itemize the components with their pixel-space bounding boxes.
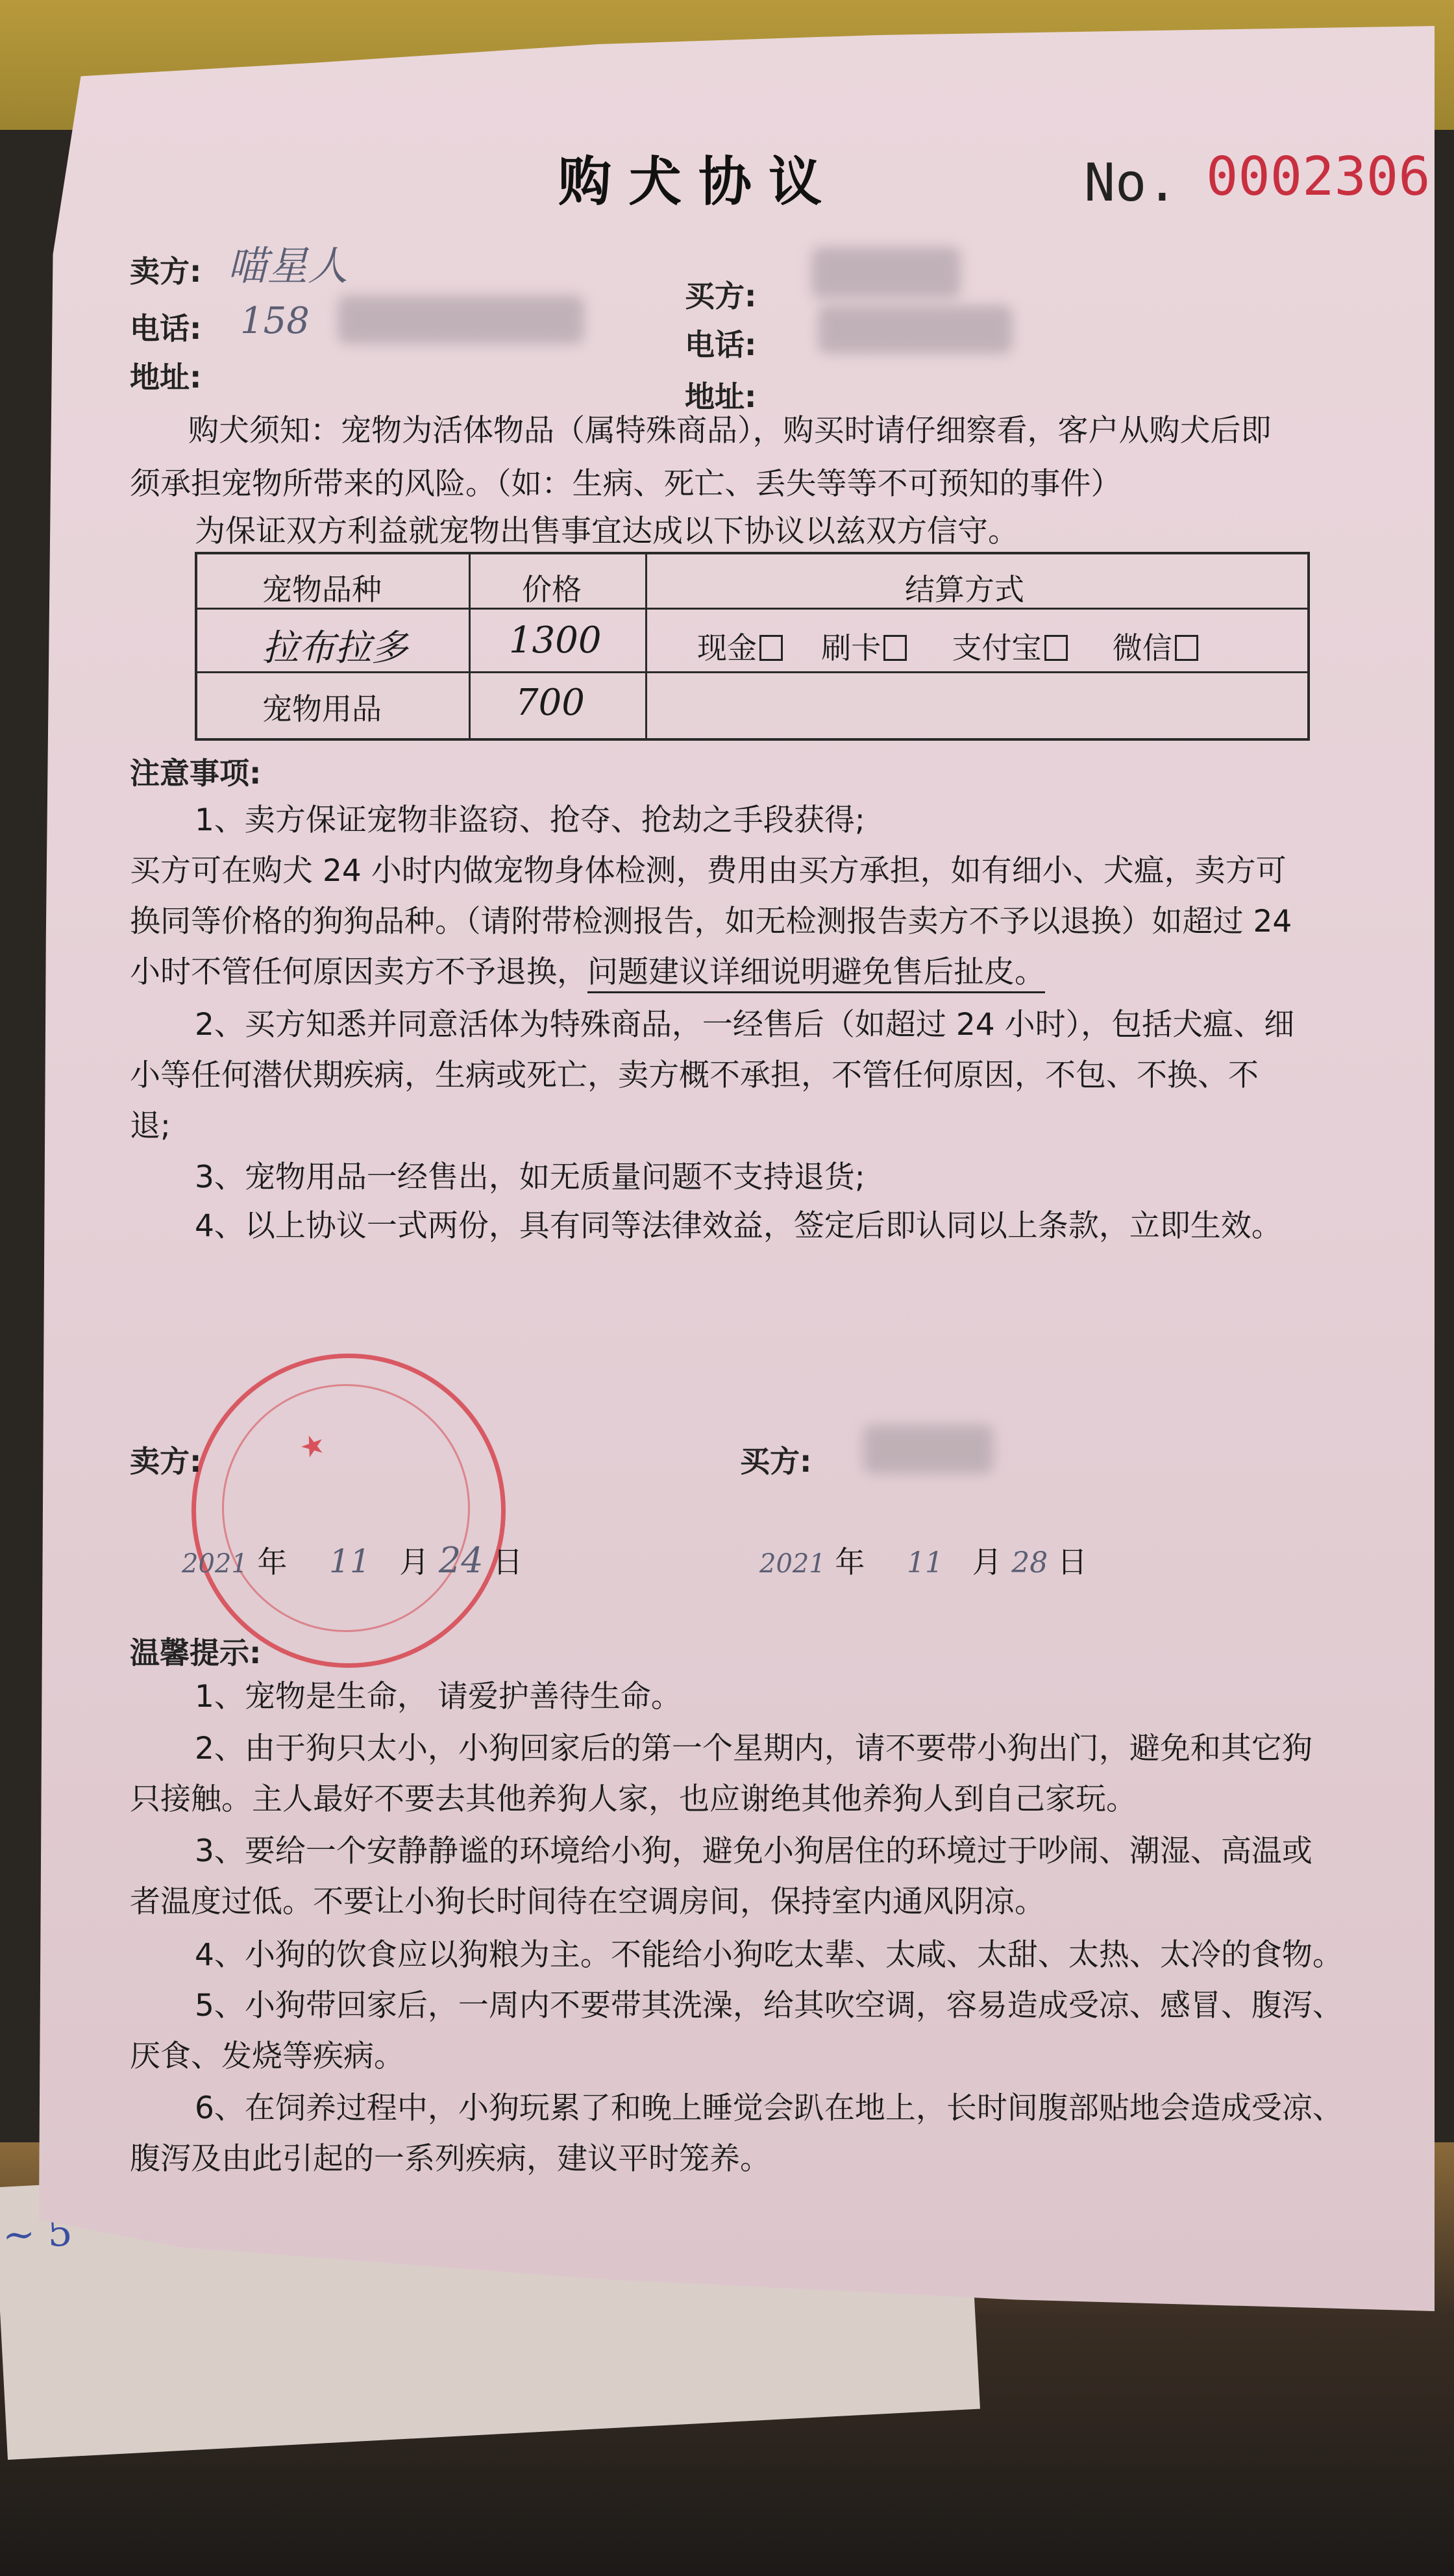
company-seal: ★ xyxy=(191,1354,506,1668)
price-value: 1300 xyxy=(509,619,602,662)
seller-phone: 158 xyxy=(240,300,310,342)
sign-buyer-label: 买方: xyxy=(740,1444,812,1479)
seller-label: 卖方: xyxy=(130,254,202,289)
wechat-checkbox[interactable] xyxy=(1175,635,1198,661)
seller-date-month: 11 xyxy=(329,1542,371,1580)
buyer-day-label: 日 xyxy=(1057,1544,1087,1579)
buyer-year-label: 年 xyxy=(835,1544,865,1579)
payment-alipay: 支付宝 xyxy=(952,630,1042,665)
note-2 xyxy=(195,1007,1295,1043)
buyer-month-label: 月 xyxy=(972,1544,1002,1579)
note-1-detail-c-text: 小时不管任何原因卖方不予退换， xyxy=(130,954,587,990)
seller-date-day: 24 xyxy=(438,1540,484,1581)
seller-address-label: 地址: xyxy=(130,360,202,395)
serial-number: 0002306 xyxy=(1206,146,1431,208)
tip-3: 3、要给一个安静静谧的环境给小狗，避免小狗居住的环境过于吵闹、潮湿、高温或 xyxy=(195,1833,1312,1869)
serial-label: No. xyxy=(1084,153,1178,213)
note-3: 3、宠物用品一经售出，如无质量问题不支持退货; xyxy=(195,1159,865,1195)
supplies-label: 宠物用品 xyxy=(262,691,382,726)
redacted-buyer-phone-blur xyxy=(818,305,1013,354)
note-4: 4、以上协议一式两份，具有同等法律效益，签定后即认同以上条款，立即生效。 xyxy=(195,1208,1282,1244)
seller-year-label: 年 xyxy=(257,1544,288,1579)
seller-month-label: 月 xyxy=(399,1544,430,1579)
buyer-date-year: 2021 xyxy=(759,1549,826,1579)
payment-cash: 现金 xyxy=(697,630,757,665)
tip-2-cont: 只接触。主人最好不要去其他养狗人家，也应谢绝其他养狗人到自己家玩。 xyxy=(130,1781,1137,1817)
tip-6-cont: 腹泻及由此引起的一系列疾病，建议平时笼养。 xyxy=(130,2141,770,2177)
note-2-num: 2、 xyxy=(195,1007,245,1043)
tips-title: 温馨提示: xyxy=(130,1635,262,1670)
payment-wechat: 微信 xyxy=(1112,630,1172,665)
buyer-date-month: 11 xyxy=(907,1546,944,1579)
note-1-detail-c xyxy=(130,954,1045,990)
notice-line-2: 须承担宠物所带来的风险。（如：生病、死亡、丢失等等不可预知的事件） xyxy=(130,466,1122,502)
breed-value: 拉布拉多 xyxy=(262,627,408,669)
note-2-detail-a: 小等任何潜伏期疾病，生病或死亡，卖方概不承担，不管任何原因，不包、不换、不 xyxy=(130,1058,1259,1093)
buyer-label: 买方: xyxy=(685,279,757,314)
buyer-date-day: 28 xyxy=(1011,1546,1048,1579)
buyer-address-label: 地址: xyxy=(685,379,757,414)
note-1-detail-b: 换同等价格的狗狗品种。（请附带检测报告，如无检测报告卖方不予以退换）如超过 24 xyxy=(130,904,1292,939)
redacted-phone-blur xyxy=(338,295,584,344)
tip-4: 4、小狗的饮食应以狗粮为主。不能给小狗吃太辈、太咸、太甜、太热、太冷的食物。 xyxy=(195,1937,1343,1973)
seller-phone-label: 电话: xyxy=(130,311,202,346)
tip-5-cont: 厌食、发烧等疾病。 xyxy=(130,2038,404,2074)
handwriting-scrawl: ~ 5 xyxy=(1,2209,74,2259)
sign-seller-label: 卖方: xyxy=(130,1444,202,1479)
buyer-date xyxy=(759,1539,1087,1581)
seller-date-year: 2021 xyxy=(182,1549,248,1579)
notes-title: 注意事项: xyxy=(130,756,262,791)
note-1-detail-a: 买方可在购犬 24 小时内做宠物身体检测，费用由买方承担，如有细小、犬瘟，卖方可 xyxy=(130,853,1287,889)
pet-table xyxy=(195,552,1310,741)
buyer-phone-label: 电话: xyxy=(685,327,757,362)
tip-5: 5、小狗带回家后，一周内不要带其洗澡，给其吹空调，容易造成受凉、感冒、腹泻、 xyxy=(195,1988,1343,2024)
redacted-buyer-signature-blur xyxy=(863,1425,993,1474)
redacted-buyer-name-blur xyxy=(811,247,961,299)
header-breed: 宠物品种 xyxy=(262,572,382,607)
payment-options xyxy=(697,625,1198,667)
supplies-price: 700 xyxy=(515,682,585,724)
note-2-text: 买方知悉并同意活体为特殊商品，一经售后（如超过 24 小时），包括犬瘟、细 xyxy=(244,1007,1295,1043)
tip-3-cont: 者温度过低。不要让小狗长时间待在空调房间，保持室内通风阴凉。 xyxy=(130,1884,1045,1920)
card-checkbox[interactable] xyxy=(883,635,907,661)
seller-date xyxy=(182,1539,523,1581)
notice-line-1: 购犬须知：宠物为活体物品（属特殊商品），购买时请仔细察看，客户从购犬后即 xyxy=(188,413,1272,449)
seller-day-label: 日 xyxy=(493,1544,523,1579)
header-price: 价格 xyxy=(522,572,582,607)
header-payment: 结算方式 xyxy=(905,572,1024,607)
note-2-detail-b: 退; xyxy=(130,1108,171,1144)
note-1: 1、卖方保证宠物非盗窃、抢夺、抢劫之手段获得; xyxy=(195,802,865,838)
tip-1: 1、宠物是生命， 请爱护善待生命。 xyxy=(195,1679,682,1715)
tip-2: 2、由于狗只太小，小狗回家后的第一个星期内，请不要带小狗出门，避免和其它狗 xyxy=(195,1731,1312,1766)
tip-6: 6、在饲养过程中，小狗玩累了和晚上睡觉会趴在地上，长时间腹部贴地会造成受凉、 xyxy=(195,2090,1343,2126)
payment-card: 刷卡 xyxy=(821,630,881,665)
note-1-underlined: 问题建议详细说明避免售后扯皮。 xyxy=(587,954,1045,993)
cash-checkbox[interactable] xyxy=(759,635,783,661)
notice-line-3: 为保证双方利益就宠物出售事宜达成以下协议以兹双方信守。 xyxy=(195,514,1018,549)
document-title: 购犬协议 xyxy=(558,151,839,213)
seller-name: 喵星人 xyxy=(227,242,349,290)
alipay-checkbox[interactable] xyxy=(1044,635,1068,661)
